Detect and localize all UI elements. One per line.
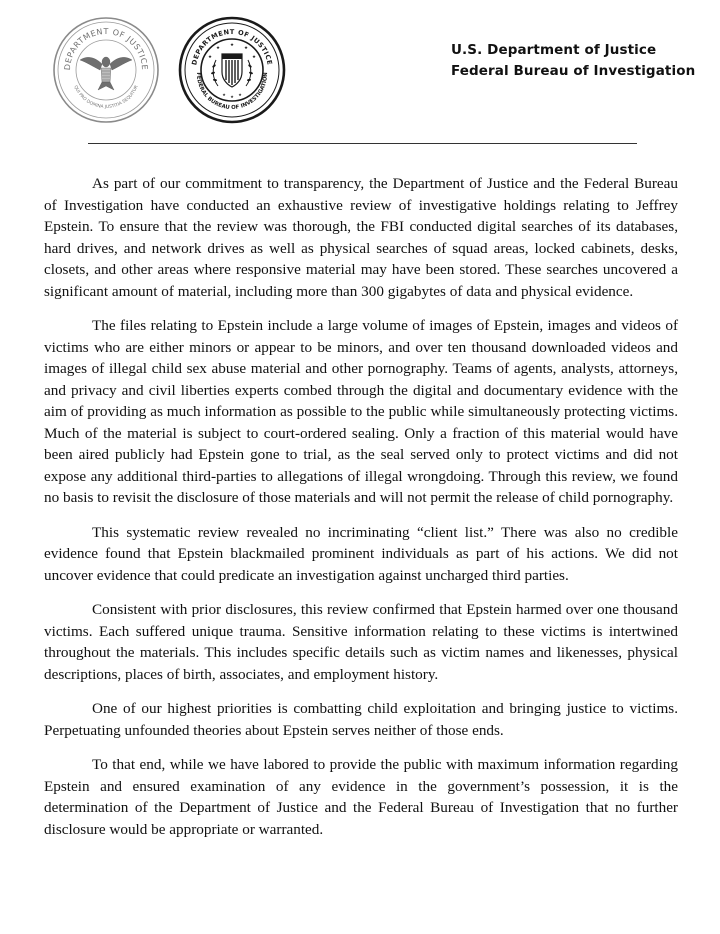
- svg-text:★: ★: [229, 43, 235, 48]
- svg-text:★: ★: [251, 55, 257, 60]
- agency-header: [451, 40, 695, 82]
- paragraph-priorities: One of our highest priorities is combatting child exploitation and bringing justice to victims. Perpetuating unfounded theories about Epstein serves neither of those ends.: [44, 700, 678, 739]
- doj-seal-icon: [52, 16, 160, 124]
- svg-text:★: ★: [207, 55, 213, 60]
- paragraph-no-client-list: This systematic review revealed no incriminating “client list.” There was also no credible evidence found that Epstein blackmailed prominent individuals as part of his actions. We did not uncover evidence that could predicate an investigation against uncharged third parties.: [44, 523, 678, 584]
- svg-text:DEPARTMENT OF JUSTICE: DEPARTMENT OF JUSTICE: [190, 27, 274, 66]
- svg-text:FEDERAL BUREAU OF INVESTIGATIO: FEDERAL BUREAU OF INVESTIGATION: [194, 72, 270, 112]
- header-divider: [88, 143, 637, 144]
- svg-text:★: ★: [238, 92, 242, 97]
- svg-text:★: ★: [230, 94, 234, 99]
- paragraph-conclusion: To that end, while we have labored to provide the public with maximum information regarding Epstein and ensured examination of any evidence in the government’s possession, it is the determination of the Department of Justice and the Federal Bureau of Investigation that no further disclosure would be appropriate or warranted.: [44, 756, 678, 838]
- agency-name-fbi: Federal Bureau of Investigation: [451, 63, 696, 79]
- paragraph-files-content: The files relating to Epstein include a large volume of images of Epstein, images and videos of victims who are either minors or appear to be minors, and over ten thousand downloaded videos and images of illegal child sex abuse material and other pornography. Teams of agents, analysts, attorneys, and privacy and civil liberties experts combed through the digital and documentary evidence with the aim of providing as much information as possible to the public while simultaneously protecting victims. Much of the material is subject to court-ordered sealing. Only a fraction of this material would have been aired publicly had Epstein gone to trial, as the seal served only to protect victims and did not expose any additional third-parties to allegations of illegal wrongdoing. Through this review, we found no basis to revisit the disclosure of those materials and will not permit the release of child pornography.: [44, 317, 678, 506]
- agency-name-doj: U.S. Department of Justice: [451, 42, 657, 58]
- svg-text:★: ★: [222, 92, 226, 97]
- fbi-seal-icon: [178, 16, 286, 124]
- paragraph-victims: Consistent with prior disclosures, this review confirmed that Epstein harmed over one thousand victims. Each suffered unique trauma. Sensitive information relating to these victims is intertwined throughout the materials. This includes specific details such as victim names and likenesses, physical descriptions, places of birth, associates, and employment history.: [44, 601, 678, 683]
- svg-text:QUI PRO DOMINA JUSTITIA SEQUIT: QUI PRO DOMINA JUSTITIA SEQUITUR: [72, 84, 140, 111]
- svg-text:★: ★: [243, 46, 249, 51]
- svg-text:★: ★: [215, 46, 221, 51]
- paragraph-review-scope: As part of our commitment to transparency, the Department of Justice and the Federal Bureau of Investigation have conducted an exhaustive review of investigative holdings relating to Jeffrey Epstein. To ensure that the review was thorough, the FBI conducted digital searches of its databases, hard drives, and network drives as well as physical searches of squad areas, locked cabinets, desks, closets, and other areas where responsive material may have been stored. These searches uncovered a significant amount of material, including more than 300 gigabytes of data and physical evidence.: [44, 175, 678, 300]
- svg-text:DEPARTMENT OF JUSTICE: DEPARTMENT OF JUSTICE: [62, 26, 150, 71]
- memo-body: [44, 173, 678, 853]
